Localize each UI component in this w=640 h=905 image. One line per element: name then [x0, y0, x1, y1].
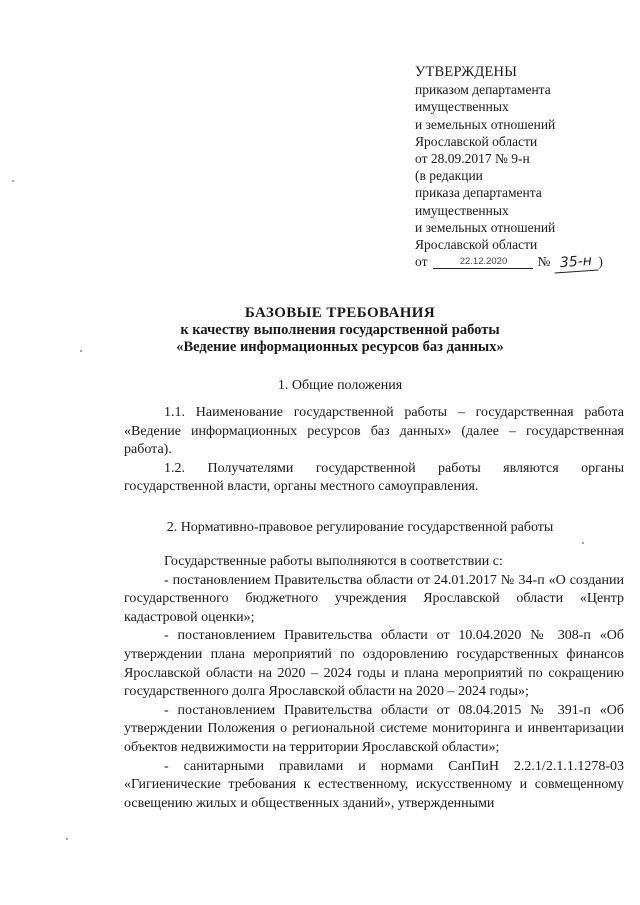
- approval-line: имущественных: [415, 99, 509, 115]
- approval-number-field: 35-н: [554, 253, 599, 274]
- approval-block: [415, 64, 625, 271]
- section-1-heading: 1. Общие положения: [277, 378, 403, 393]
- document-title: [100, 305, 580, 356]
- approval-line: имущественных: [415, 202, 509, 218]
- approval-line: приказом департамента: [415, 82, 551, 98]
- approval-heading: УТВЕРЖДЕНЫ: [415, 64, 518, 80]
- from-label: от: [415, 254, 428, 270]
- section-2-heading: 2. Нормативно-правовое регулирование государственной работы: [166, 520, 554, 535]
- approval-date-number-row: [415, 253, 625, 271]
- approval-line: (в редакции: [415, 168, 483, 184]
- scan-speck: [12, 180, 14, 182]
- paragraph: - постановлением Правительства области от 24.01.2017 № 34-п «О создании государственного бюджетного учреждения Ярославской области «Центр кадастровой оценки»;: [124, 572, 624, 625]
- approval-line: и земельных отношений: [415, 116, 556, 132]
- scan-speck: [582, 542, 584, 544]
- approval-line: Ярославской области: [415, 133, 538, 149]
- paragraph: - постановлением Правительства области от 10.04.2020 № 308-п «Об утверждении плана мероприятий по оздоровлению государственных финансов Ярославской области на 2020 – 2024 годы и плана мероприятий по сокращению государственного долга Ярославской области на 2020 – 2024 годы»;: [124, 628, 624, 700]
- approval-line: Ярославской области: [415, 237, 538, 253]
- closing-paren: ): [598, 254, 603, 270]
- paragraph: 1.2. Получателями государственной работы являются органы государственной власти, органы местного самоуправления.: [124, 460, 624, 495]
- number-label: №: [537, 254, 551, 270]
- approval-line: от 28.09.2017 № 9-н: [415, 151, 530, 167]
- title-line-1: БАЗОВЫЕ ТРЕБОВАНИЯ: [244, 305, 436, 321]
- scan-speck: [66, 838, 68, 840]
- paragraph: 1.1. Наименование государственной работы – государственная работа «Ведение информационных ресурсов баз данных» (далее – государственная работа).: [124, 405, 624, 458]
- approval-line: и земельных отношений: [415, 219, 556, 235]
- section-2-body: [124, 553, 624, 813]
- paragraph: - постановлением Правительства области от 08.04.2015 № 391-п «Об утверждении Положения о региональной системе мониторинга и инвентаризации объектов недвижимости на территории Ярославской области»;: [124, 702, 624, 755]
- paragraph: - санитарными правилами и нормами СанПиН 2.2.1/2.1.1.1278-03 «Гигиенические требования к естественному, искусственному и совмещенному освещению жилых и общественных зданий», утвержденными: [124, 758, 624, 811]
- paragraph: Государственные работы выполняются в соответствии с:: [164, 554, 503, 569]
- scan-speck: [80, 350, 82, 352]
- section-1-body: [124, 404, 624, 497]
- title-line-3: «Ведение информационных ресурсов баз данных»: [176, 339, 504, 355]
- approval-date-field: 22.12.2020: [433, 255, 533, 269]
- approval-line: приказа департамента: [415, 185, 542, 201]
- title-line-2: к качеству выполнения государственной работы: [180, 322, 500, 338]
